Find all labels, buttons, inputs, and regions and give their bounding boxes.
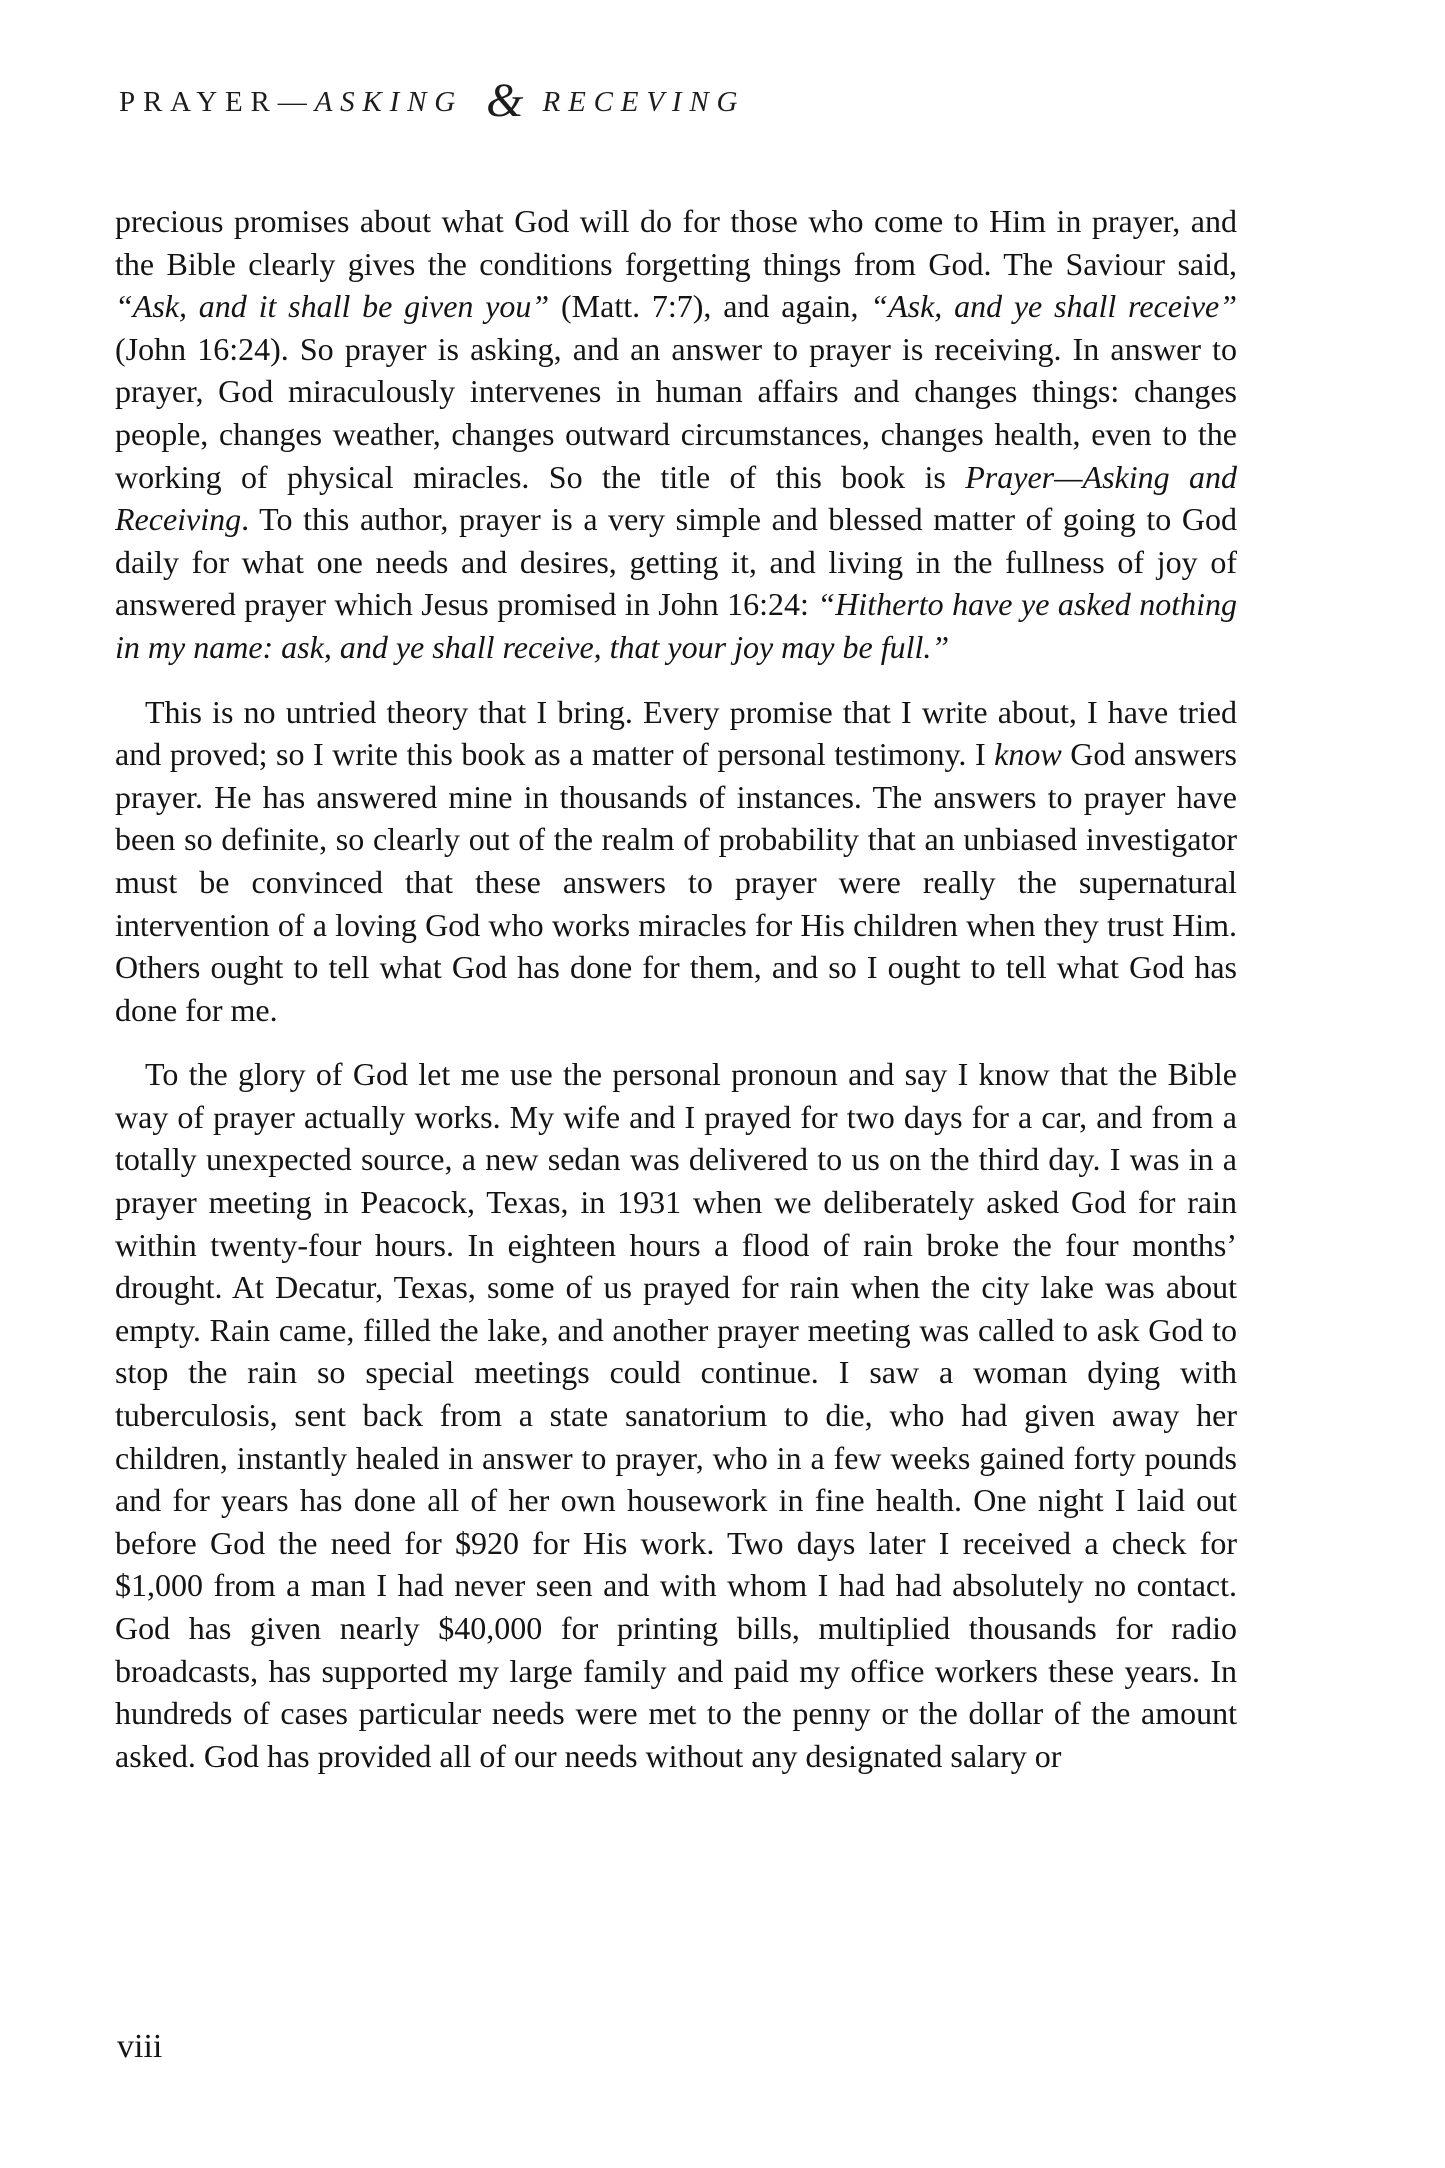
page-number: viii bbox=[117, 2028, 163, 2065]
text-run: “Ask, and ye shall receive” bbox=[870, 288, 1238, 325]
paragraph bbox=[115, 200, 1237, 669]
text-run: (Matt. 7:7), and again, bbox=[549, 288, 871, 325]
text-run: This is no untried theory that I bring. Every promise that I write about, I have tried and proved; so I write this book as a matter of personal testimony. I bbox=[115, 693, 1237, 773]
text-run: . To this author, prayer is a very simple and blessed matter of going to God daily for what one needs and desires, getting it, and living in the fullness of joy of answered prayer which Jesus promised in John 16:24: bbox=[115, 501, 1237, 623]
text-run: RECEVING bbox=[527, 86, 746, 118]
text-run: know bbox=[994, 736, 1062, 773]
text-run: To the glory of God let me use the personal pronoun and say I know that the Bible way of prayer actually works. My wife and I prayed for two days for a car, and from a totally unexpected source, a new sedan was delivered to us on the third day. I was in a prayer meeting in Peacock, Texas, in 1931 when we deliberately asked God for rain within twenty-four hours. In eighteen hours a flood of rain broke the four months’ drought. At Decatur, Texas, some of us prayed for rain when the city lake was about empty. Rain came, filled the lake, and another prayer meeting was called to ask God to stop the rain so special meetings could continue. I saw a woman dying with tuberculosis, sent back from a state sanatorium to die, who had given away her children, instantly healed in answer to prayer, who in a few weeks gained forty pounds and for years has done all of her own housework in fine health. One night I laid out before God the need for $920 for His work. Two days later I received a check for $1,000 from a man I had never seen and with whom I had had absolutely no contact. God has given nearly $40,000 for printing bills, multiplied thousands for radio broadcasts, has supported my large family and paid my office workers these years. In hundreds of cases particular needs were met to the penny or the dollar of the amount asked. God has provided all of our needs without any designated salary or bbox=[115, 1056, 1237, 1774]
text-run: PRAYER— bbox=[119, 86, 315, 118]
text-run: & bbox=[486, 74, 524, 127]
text-run: ASKING bbox=[314, 86, 479, 118]
text-run: precious promises about what God will do for those who come to Him in prayer, and the Bible clearly gives the conditions forgetting things from God. The Saviour said, bbox=[115, 203, 1237, 282]
text-run: (John 16:24). So prayer is asking, and an answer to prayer is receiving. In answer to prayer, God miraculously intervenes in human affairs and changes things: changes people, changes weather, changes outward circumstances, changes health, even to the working of physical miracles. So the title of this book is bbox=[115, 330, 1237, 495]
text-run: “Hitherto have ye asked nothing in my name: ask, and ye shall receive, that your joy may be full.” bbox=[115, 586, 1238, 665]
paragraph bbox=[115, 691, 1237, 1032]
text-run: Prayer—Asking and Receiving bbox=[115, 458, 1238, 538]
running-header bbox=[119, 74, 746, 127]
text-run: “Ask, and it shall be given you” bbox=[115, 288, 550, 325]
paragraph bbox=[115, 1053, 1237, 1777]
body-text bbox=[115, 200, 1237, 1777]
text-run: God answers prayer. He has answered mine in thousands of instances. The answers to prayer have been so definite, so clearly out of the realm of probability that an unbiased investigator must be convinced that these answers to prayer were really the supernatural intervention of a loving God who works miracles for His children when they trust Him. Others ought to tell what God has done for them, and so I ought to tell what God has done for me. bbox=[115, 736, 1238, 1028]
